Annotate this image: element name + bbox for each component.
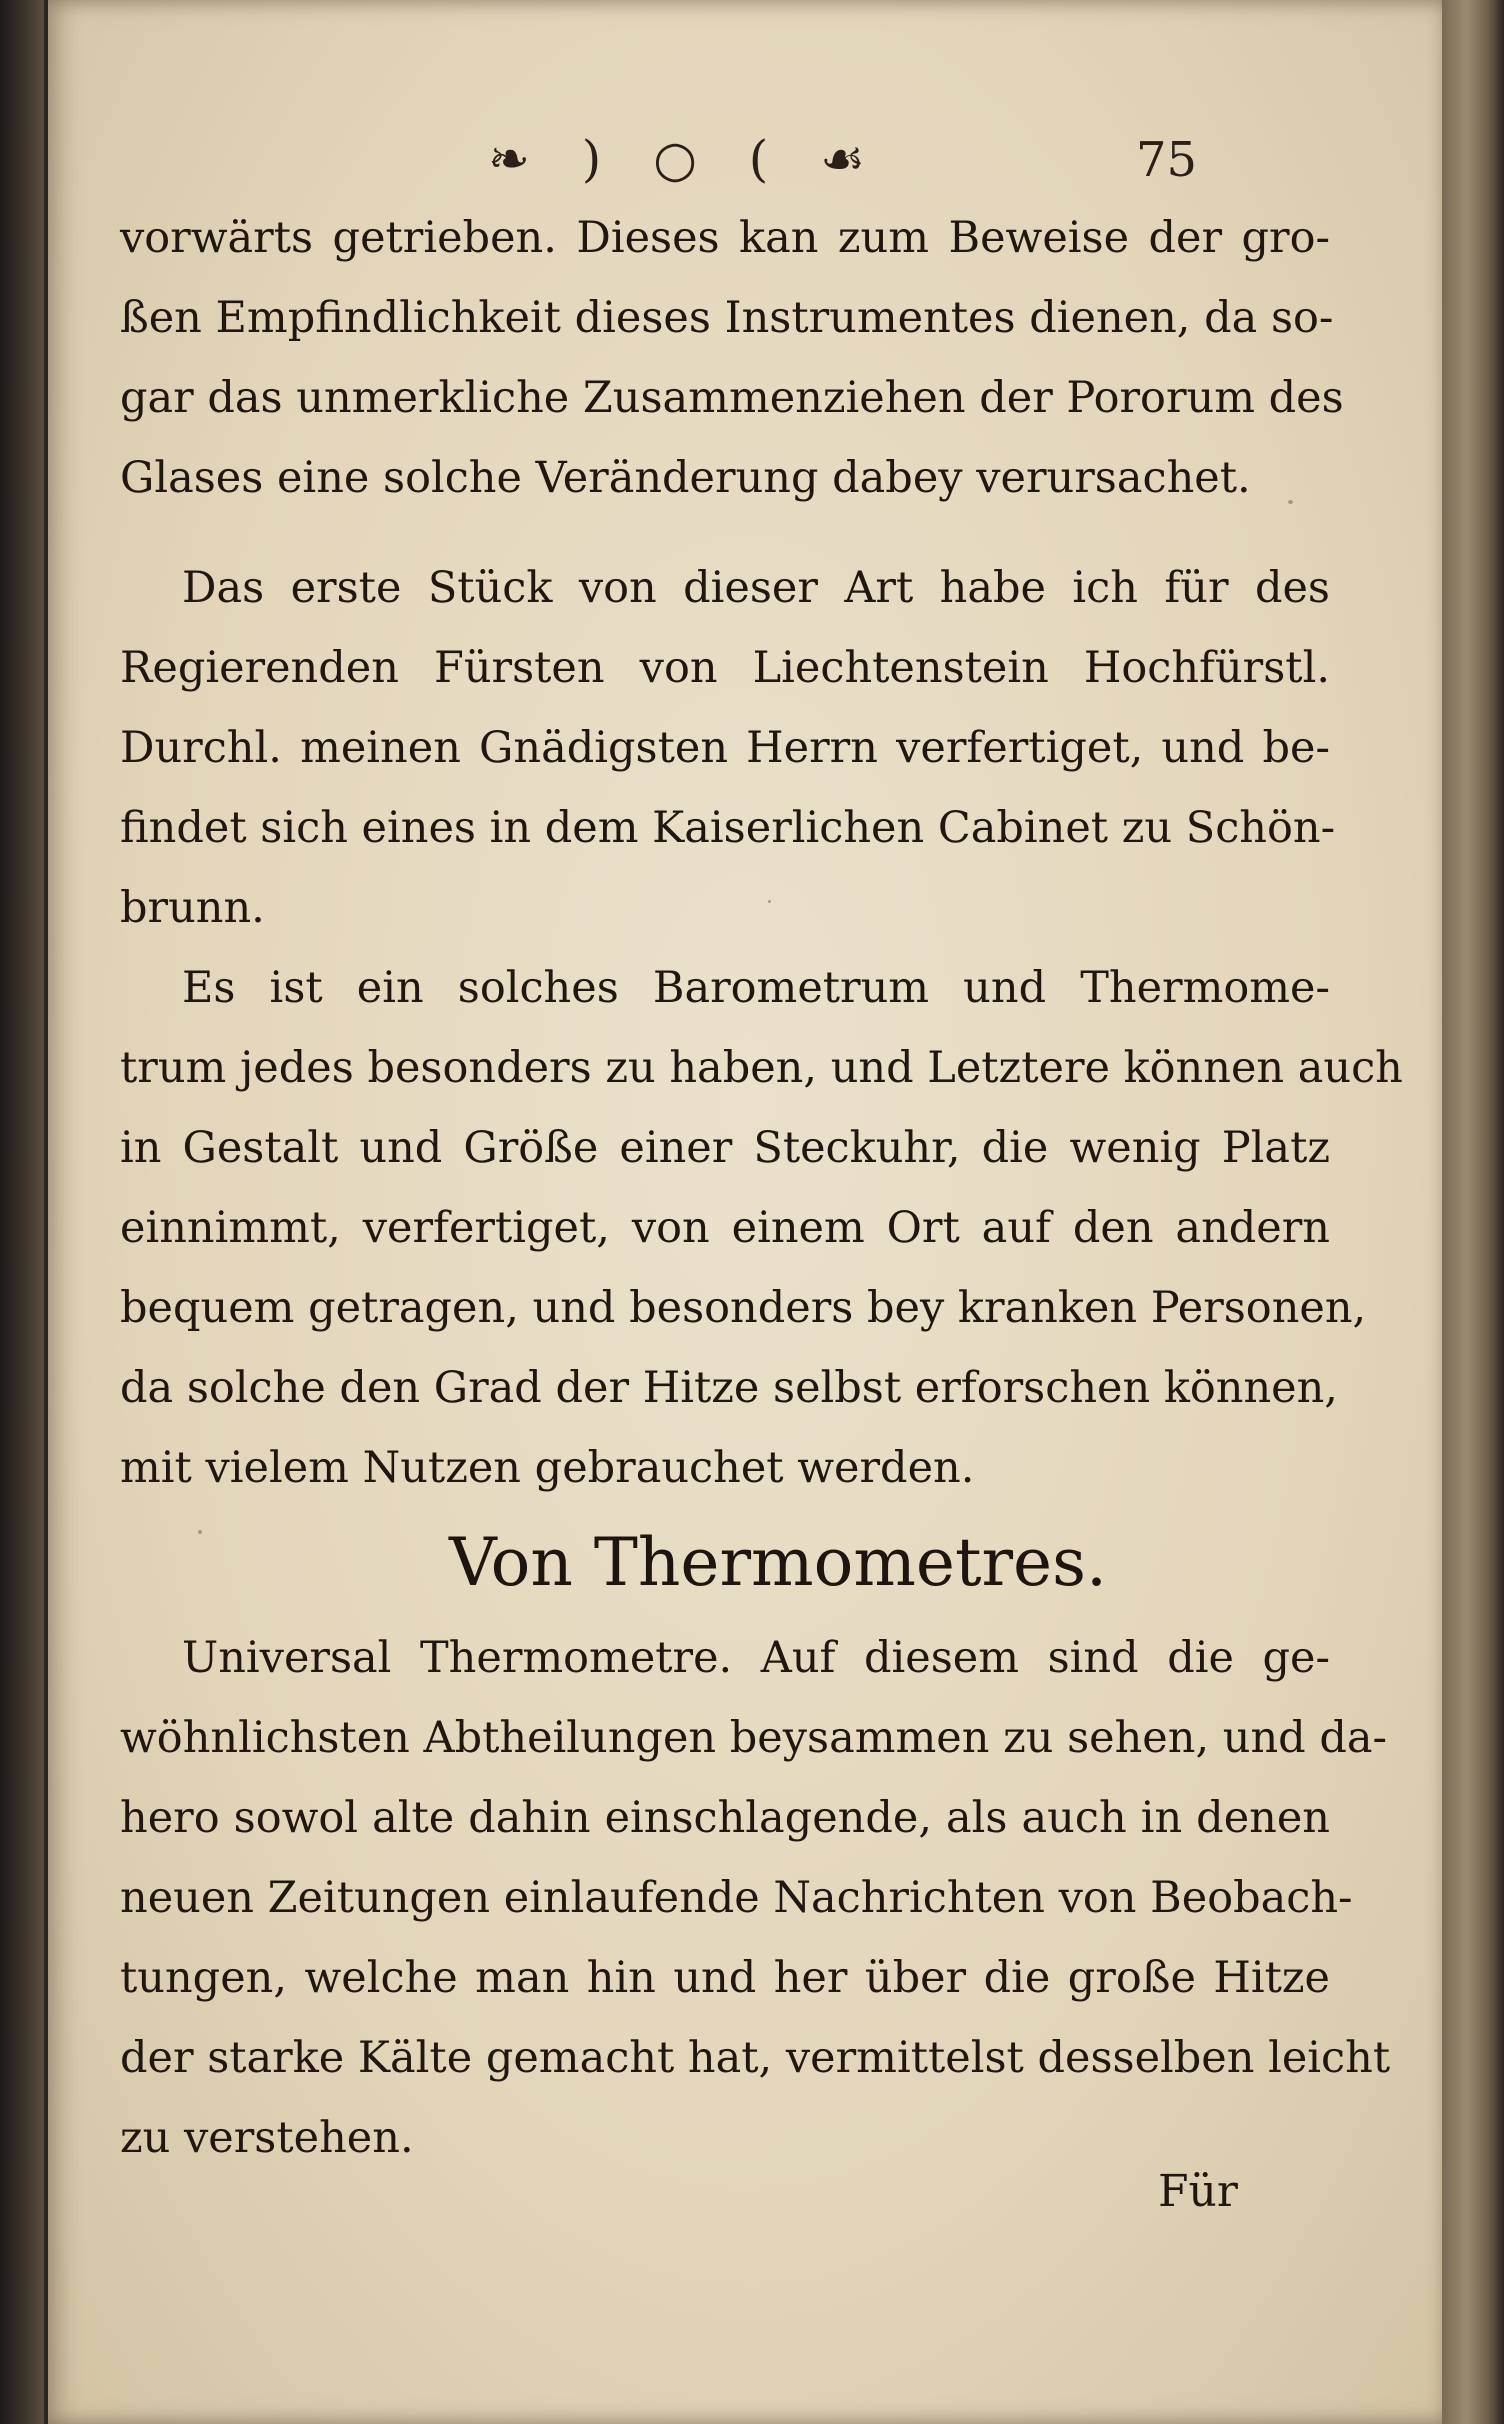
paper-speck — [768, 900, 771, 903]
text-line: vorwärts getrieben. Dieses kan zum Beweise der gro- — [120, 213, 1330, 263]
text-line: tungen, welche man hin und her über die große Hitze — [120, 1953, 1330, 2003]
text-line: Universal Thermometre. Auf diesem sind die ge- — [182, 1633, 1330, 1683]
text-line: zu verstehen. — [120, 2113, 414, 2163]
text-line: Das erste Stück von dieser Art habe ich für des — [182, 563, 1330, 613]
text-line: Durchl. meinen Gnädigsten Herrn verfertiget, und be- — [120, 723, 1330, 773]
text-line: brunn. — [120, 883, 265, 933]
text-line: findet sich eines in dem Kaiserlichen Cabinet zu Schön- — [120, 803, 1336, 853]
text-line: da solche den Grad der Hitze selbst erforschen können, — [120, 1363, 1338, 1413]
header-ornament: ❧ ) ○ ( ☙ — [488, 130, 883, 188]
right-page-edge — [1442, 0, 1504, 2424]
text-line: Es ist ein solches Barometrum und Thermome- — [182, 963, 1330, 1013]
catchword: Für — [1158, 2166, 1238, 2217]
paper-speck — [198, 1530, 202, 1534]
text-line: bequem getragen, und besonders bey kranken Personen, — [120, 1283, 1367, 1333]
text-line: einnimmt, verfertiget, von einem Ort auf den andern — [120, 1203, 1330, 1253]
text-line: ßen Empfindlichkeit dieses Instrumentes dienen, da so- — [120, 293, 1334, 343]
text-line: Glases eine solche Veränderung dabey verursachet. — [120, 453, 1251, 503]
text-line: der starke Kälte gemacht hat, vermittelst desselben leicht — [120, 2033, 1391, 2083]
book-page — [48, 0, 1448, 2424]
left-page-edge — [0, 0, 44, 2424]
text-line: hero sowol alte dahin einschlagende, als auch in denen — [120, 1793, 1330, 1843]
paper-speck — [1288, 500, 1293, 504]
text-line: trum jedes besonders zu haben, und Letztere können auch — [120, 1043, 1403, 1093]
text-line: Regierenden Fürsten von Liechtenstein Hochfürstl. — [120, 643, 1330, 693]
text-line: wöhnlichsten Abtheilungen beysammen zu sehen, und da- — [120, 1713, 1388, 1763]
text-line: mit vielem Nutzen gebrauchet werden. — [120, 1443, 975, 1493]
running-header — [48, 120, 1448, 200]
text-line: neuen Zeitungen einlaufende Nachrichten von Beobach- — [120, 1873, 1353, 1923]
section-heading: Von Thermometres. — [449, 1524, 1107, 1601]
text-line: gar das unmerkliche Zusammenziehen der Pororum des — [120, 373, 1344, 423]
text-line: in Gestalt und Größe einer Steckuhr, die wenig Platz — [120, 1123, 1330, 1173]
page-number: 75 — [1136, 132, 1198, 188]
